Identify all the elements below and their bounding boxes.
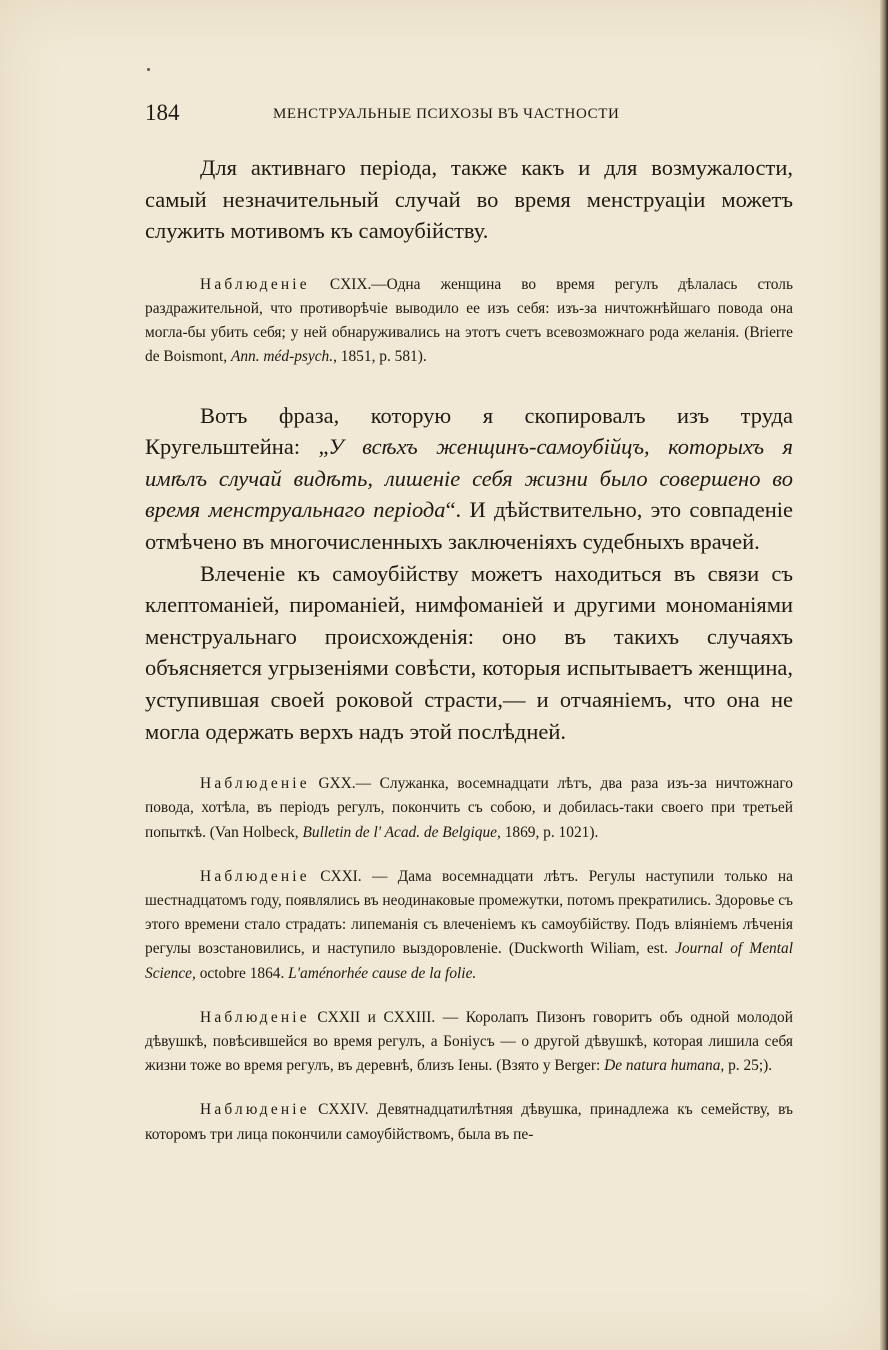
body-paragraph-1: Для активнаго періода, также какъ и для возмужалости, самый незначительный случай во время менструаціи можетъ служить мотивомъ къ самоубійству. <box>145 155 793 244</box>
observation-source: Journal of Mental Science, <box>145 940 794 982</box>
running-head: МЕНСТРУАЛЬНЫЕ ПСИХОЗЫ ВЪ ЧАСТНОСТИ <box>273 106 620 122</box>
body-paragraph-3: Влеченіе къ самоубійству можетъ находиться въ связи съ клептоманіей, пироманіей, нимфоманіей и другими мономаніями менструальнаго происхожденія: оно въ такихъ случаяхъ объясняется угрызеніями совѣсти, которыя испытываетъ женщина, уступившая своей роковой страсти,— и отчаяніемъ, что она не могла одержать верхъ надъ этой послѣдней. <box>145 560 793 744</box>
paragraph-intro: Вотъ фраза, которую я скопировалъ изъ труда Кругельштейна: „ <box>145 402 793 460</box>
page-edge <box>880 0 888 1350</box>
observation-label: Наблюденіе <box>200 867 310 885</box>
observation-122-123 <box>145 1006 793 1079</box>
page-speck <box>147 68 150 71</box>
observation-source: Bulletin de l' Acad. de Belgique, <box>302 823 501 841</box>
observation-label: Наблюденіе <box>200 1101 310 1119</box>
observation-source-tail: 1869, p. 1021). <box>500 823 599 841</box>
paragraph-ending: “. И дѣйствительно, это совпаденіе отмѣчено въ многочисленныхъ заключеніяхъ судебныхъ врачей. <box>145 497 793 554</box>
page-header <box>145 100 795 130</box>
body-paragraph-2 <box>145 400 793 558</box>
observation-text: CXXIV. Девятнадцатилѣтняя дѣвушка, принадлежа къ семейству, въ которомъ три лица покончили самоубійствомъ, была въ пе- <box>145 1101 793 1143</box>
observation-119 <box>145 273 793 370</box>
observation-text: CXXII и CXXIII. — Королапъ Пизонъ говоритъ объ одной молодой дѣвушкѣ, повѣсившейся во время регулъ, а Боніусъ — о другой дѣвушкѣ, которая лишила себя жизни тоже во время регулъ, въ деревнѣ, близъ Іены. (Взято у Berger: <box>145 1008 793 1075</box>
observation-source: De natura humana, <box>604 1057 725 1075</box>
observation-text: GXX.— Служанка, восемнадцати лѣтъ, два раза изъ-за ничтожнаго повода, хотѣла, въ періодъ регулъ, покончить съ собою, и добилась-таки своего при третьей попыткѣ. (Van Holbeck, <box>145 775 793 841</box>
observation-label: Наблюденіе <box>200 275 310 293</box>
observation-text: CXXI. — Дама восемнадцати лѣтъ. Регулы наступили только на шестнадцатомъ году, появлялись въ неодинаковые промежутки, потомъ прекратились. Здоровье съ этого времени стало страдать: липеманія съ влеченіемъ къ самоубійству. Подъ вліяніемъ лѣченія регулы возстановились, и наступило выздоровленіе. (Duckworth Wiliam, est. <box>145 867 793 958</box>
observation-120 <box>145 772 793 845</box>
kruglstein-quote: У всѣхъ женщинъ-самоубійцъ, которыхъ я имѣлъ случай видѣть, лишеніе себя жизни было совершено во время менструальнаго періода <box>145 434 793 523</box>
page-content <box>145 152 793 1147</box>
observation-source-tail: , 1851, p. 581). <box>333 348 427 366</box>
observation-source: Ann. méd-psych. <box>230 348 334 366</box>
observation-124 <box>145 1098 793 1146</box>
observation-source-title: L'aménorhée cause de la folie. <box>288 964 477 982</box>
observation-text: CXIX.—Одна женщина во время регулъ дѣлалась столь раздражительной, что противорѣчіе выводило ее изъ себя: изъ-за ничтожнѣйшаго повода она могла-бы убить себя; у ней обнаруживались на этотъ счетъ всевозможнаго рода желанія. (Brierre de Boismont, <box>145 275 793 366</box>
observation-121 <box>145 865 793 986</box>
observation-source-tail: p. 25;). <box>724 1057 773 1075</box>
observation-label: Наблюденіе <box>200 1008 310 1026</box>
page-number: 184 <box>145 100 180 125</box>
observation-source-date: octobre 1864. <box>195 964 289 982</box>
observation-label: Наблюденіе <box>200 775 310 793</box>
